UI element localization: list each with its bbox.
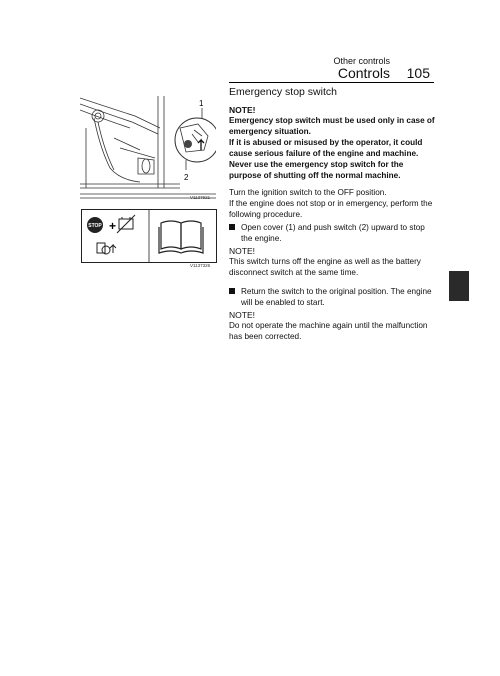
switch-icon xyxy=(97,243,116,254)
plus-sign: + xyxy=(109,219,117,233)
note-label: NOTE! xyxy=(229,246,255,256)
step-item xyxy=(229,286,437,308)
bullet-square-icon xyxy=(229,224,235,230)
note-line: If it is abused or misused by the operator, it could cause serious failure of the engine and machine. xyxy=(229,138,423,158)
note-label: NOTE! xyxy=(229,105,256,115)
note-label: NOTE! xyxy=(229,310,255,320)
stop-label: STOP xyxy=(88,223,102,230)
note-line: Emergency stop switch must be used only in case of emergency situation. xyxy=(229,116,435,136)
note-warning xyxy=(229,115,437,181)
machine-illustration xyxy=(80,88,216,200)
note-text: Do not operate the machine again until the malfunction has been corrected. xyxy=(229,321,428,341)
step-text: Return the switch to the original position. The engine will be enabled to start. xyxy=(241,287,432,307)
text-column xyxy=(229,86,437,342)
section-title: Emergency stop switch xyxy=(229,86,337,98)
figure-id: V1137326 xyxy=(190,263,211,268)
step-text: Open cover (1) and push switch (2) upward to stop the engine. xyxy=(241,223,425,243)
step-item xyxy=(229,222,437,244)
note-text: This switch turns off the engine as well as the battery disconnect switch at the same time. xyxy=(229,257,421,277)
header-chapter: Controls xyxy=(337,65,390,81)
decal-illustration xyxy=(81,209,217,263)
battery-icon xyxy=(117,215,135,233)
callout-2: 2 xyxy=(184,173,189,182)
bullet-square-icon xyxy=(229,288,235,294)
chapter-side-tab xyxy=(449,271,469,301)
instruction-paragraph: If the engine does not stop or in emergency, perform the following procedure. xyxy=(229,199,433,219)
instruction-paragraph: Turn the ignition switch to the OFF position. xyxy=(229,188,387,197)
book-icon xyxy=(159,221,203,253)
header-section: Other controls xyxy=(333,56,390,66)
callout-1: 1 xyxy=(199,99,204,108)
figure-id: V1137921 xyxy=(190,195,211,200)
note-line: Never use the emergency stop switch for the purpose of shutting off the normal machine. xyxy=(229,160,404,180)
page-number: 105 xyxy=(406,65,430,81)
header-rule xyxy=(229,82,434,83)
